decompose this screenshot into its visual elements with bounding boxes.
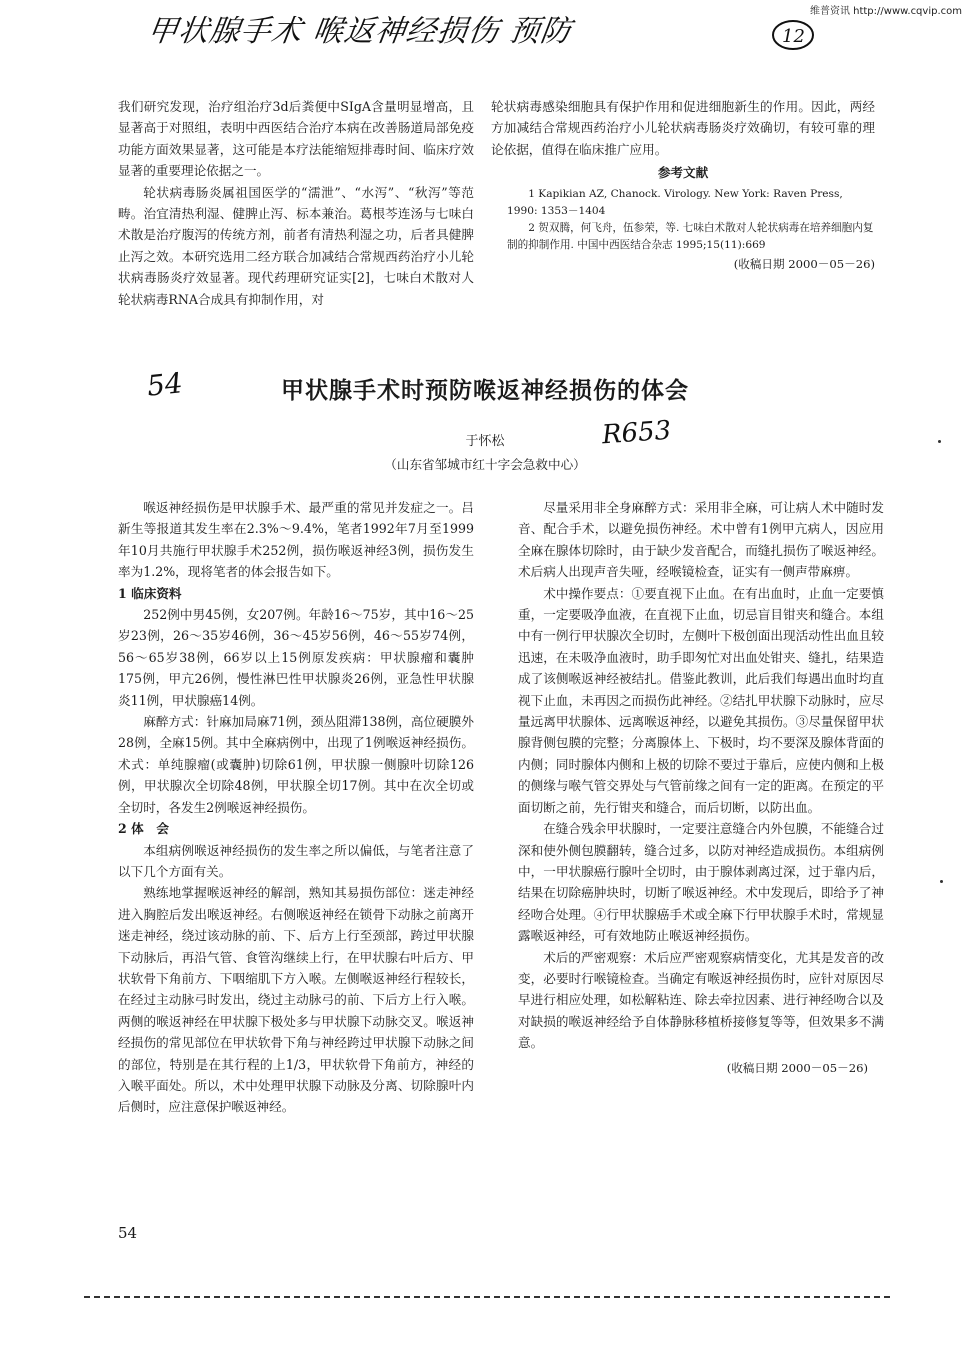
section-heading-clinical-data: 1 临床资料: [118, 585, 182, 601]
suture-paragraph: 在缝合残余甲状腺时，一定要注意缝合内外包膜，不能缝合过深和使外侧包膜翻转，缝合过多，以防对神经造成损伤。本组病例中，一甲状腺癌行腺叶全切时，由于腺体剥离过深，过于靠内后，结果在切除癌肿块时，切断了喉返神经。术中发现后，即给予了神经吻合处理。④行甲状腺癌手术或全麻下行甲状腺手术时，常规显露喉返神经，可有效地防止喉返神经损伤。: [518, 821, 884, 944]
clinical-data-paragraph: 252例中男45例，女207例。年龄16～75岁，其中16～25岁23例，26～35岁46例，36～45岁56例，46～55岁74例，56～65岁38例，66岁以上15例原发疾病：甲状腺瘤和囊肿175例，甲亢26例，慢性淋巴性甲状腺炎26例，亚急性甲状腺炎11例，甲状腺癌14例。: [118, 607, 474, 708]
reference-item: 1 Kapikian AZ, Chanock. Virology. New York: Raven Press, 1990: 1353－1404: [507, 187, 843, 217]
circled-number-text: 12: [782, 26, 805, 47]
prev-right-paragraph: 轮状病毒感染细胞具有保护作用和促进细胞新生的作用。因此，两经方加减结合常规西药治疗小儿轮状病毒肠炎疗效确切，有较可靠的理论依据，值得在临床推广应用。: [491, 99, 875, 157]
operation-points-paragraph: 术中操作要点：①要直视下止血。在有出血时，止血一定要慎重，一定要吸净血液，在直视下止血，切忌盲目钳夹和缝合。本组中有一例行甲状腺次全切时，左侧叶下极创面出现活动性出血且较迅速，在未吸净血液时，助手即匆忙对出血处钳夹、缝扎，结果造成了该侧喉返神经被结扎。借鉴此教训，此后我们每遇出血时均直视下止血，未再因之而损伤此神经。②结扎甲状腺下动脉时，应尽量远离甲状腺体、远离喉返神经，以避免其损伤。③尽量保留甲状腺背侧包膜的完整；分离腺体上、下极时，均不要深及腺体背面的内侧；同时腺体内侧和上极的切除不要过于靠后，应使内侧和上极的侧缘与喉气管交界处与气管前缘之间有一定的距离。在预定的平面切断之前，先行钳夹和缝合，而后切断，以防出血。: [518, 585, 884, 815]
article-author: 于怀松: [465, 434, 505, 449]
previous-article-left-column: [118, 96, 474, 310]
prev-left-paragraph-1: 我们研究发现，治疗组治疗3d后粪便中SIgA含量明显增高，且显著高于对照组，表明中西医结合治疗本病在改善肠道局部免疫功能方面效果显著，这可能是本疗法能缩短排毒时间、临床疗效显著的重要理论依据之一。: [118, 99, 474, 179]
references-heading: 参考文献: [657, 165, 709, 181]
handwritten-classification-code: R653: [601, 415, 673, 451]
handwritten-keywords: 甲状腺手术 喉返神经损伤 预防: [145, 14, 575, 49]
anesthesia-paragraph: 麻醉方式：针麻加局麻71例，颈丛阻滞138例，高位硬膜外28例，全麻15例。其中全麻病例中，出现了1例喉返神经损伤。术式：单纯腺瘤(或囊肿)切除61例，甲状腺一侧腺叶切除126例，甲状腺次全切除48例，甲状腺全切17例。其中在次全切或全切时，各发生2例喉返神经损伤。: [118, 714, 474, 815]
reference-item: 2 贺双腾，何飞舟，伍参荣，等. 七味白术散对人轮状病毒在培养细胞内复制的抑制作用. 中国中西医结合杂志 1995;15(11):669: [507, 221, 874, 251]
circle-mark-icon: [770, 18, 816, 52]
handwritten-circled-number: [770, 18, 816, 52]
article-right-column: [518, 497, 884, 1079]
postoperative-paragraph: 术后的严密观察：术后应严密观察病情变化，尤其是发音的改变，必要时行喉镜检查。当确定有喉返神经损伤时，应针对原因尽早进行相应处理，如松解粘连、除去牵拉因素、进行神经吻合以及对缺损的喉返神经给予自体静脉移植桥接修复等等，但效果多不满意。: [518, 949, 884, 1051]
article-left-column: [118, 497, 474, 1118]
handwritten-page-mark: 54: [145, 366, 185, 403]
anatomy-paragraph: 熟练地掌握喉返神经的解剖，熟知其易损伤部位：迷走神经进入胸腔后发出喉返神经。右侧喉返神经在锁骨下动脉之前离开迷走神经，绕过该动脉的前、下、后方上行至颈部，跨过甲状腺下动脉后，再沿气管、食管沟继续上行，在甲状腺右叶后方、甲状软骨下角前方、下咽缩肌下方入喉。左侧喉返神经行程较长，在经过主动脉弓时发出，绕过主动脉弓的前、下后方上行入喉。两侧的喉返神经在甲状腺下极处多与甲状腺下动脉交叉。喉返神经损伤的常见部位在甲状软骨下角与神经跨过甲状腺下动脉之间的部位，特别是在其行程的上1/3，甲状软骨下角前方，神经的入喉平面处。所以，术中处理甲状腺下动脉及分离、切除腺叶内后侧时，应注意保护喉返神经。: [118, 885, 474, 1115]
anesthesia-method-paragraph: 尽量采用非全身麻醉方式：采用非全麻，可让病人术中随时发音、配合手术，以避免损伤神经。术中曾有1例甲亢病人，因应用全麻在腺体切除时，由于缺少发音配合，而缝扎损伤了喉返神经。术后病人出现声音失哑，经喉镜检查，证实有一侧声带麻痹。: [518, 500, 884, 580]
scan-speck: [938, 440, 941, 443]
source-watermark: 维普资讯 http://www.cqvip.com: [809, 6, 962, 17]
previous-article-right-column: [491, 96, 875, 275]
article-title: 甲状腺手术时预防喉返神经损伤的体会: [281, 378, 689, 404]
section-heading-experience: 2 体 会: [118, 821, 169, 837]
intro-paragraph: 喉返神经损伤是甲状腺手术、最严重的常见并发症之一。吕新生等报道其发生率在2.3%～9.4%，笔者1992年7月至1999年10月共施行甲状腺手术252例，损伤喉返神经3例，损伤发生率为1.2%，现将笔者的体会报告如下。: [118, 500, 474, 580]
scan-bottom-line: [84, 1296, 890, 1298]
page-number: 54: [118, 1224, 138, 1242]
article-received-date: (收稿日期 2000－05－26): [726, 1060, 868, 1075]
scan-speck: [940, 880, 943, 883]
experience-intro-paragraph: 本组病例喉返神经损伤的发生率之所以偏低，与笔者注意了以下几个方面有关。: [118, 842, 474, 879]
received-date: (收稿日期 2000－05－26): [733, 256, 875, 271]
article-affiliation: （山东省邹城市红十字会急救中心）: [384, 457, 586, 472]
prev-left-paragraph-2: 轮状病毒肠炎属祖国医学的“濡泄”、“水泻”、“秋泻”等范畴。治宜清热利湿、健脾止泻、标本兼治。葛根芩连汤与七味白术散是治疗腹泻的传统方剂，前者有清热利湿之功，后者具健脾止泻之效。本研究选用二经方联合加减结合常规西药治疗小儿轮状病毒肠炎疗效显著。现代药理研究证实[2]，七味白术散对人轮状病毒RNA合成具有抑制作用，对: [118, 184, 474, 307]
